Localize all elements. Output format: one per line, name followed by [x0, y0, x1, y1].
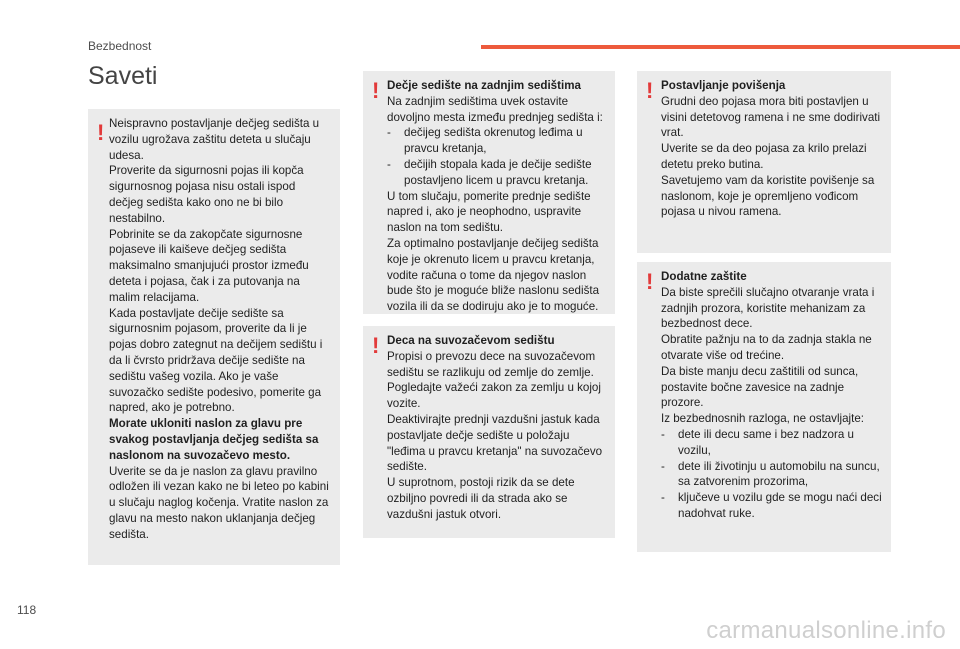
bullet-list — [387, 125, 607, 188]
list-item: - dete ili životinju u automobilu na suncu, sa zatvorenim prozorima, — [661, 459, 883, 491]
box-text: Da biste manju decu zaštitili od sunca, postavite bočne zavesice na zadnje prozore. — [661, 364, 859, 410]
box-text: Uverite se da deo pojasa za krilo prelazi detetu preko butina. — [661, 142, 867, 171]
warning-icon: ! — [372, 333, 380, 358]
list-item: - dečijih stopala kada je dečije sedište postavljeno licem u pravcu kretanja. — [387, 157, 607, 189]
box-text: Za optimalno postavljanje dečijeg sedišta koje je okrenuto licem u pravcu kretanja, vodite računa o tome da njegov naslon bude što je moguće bliže naslonu sedišta vozila ili da se dodiruju ako je to moguće. — [387, 236, 600, 314]
warning-box-child-seat-installation — [88, 109, 340, 565]
list-item: - dečijeg sedišta okrenutog leđima u pravcu kretanja, — [387, 125, 607, 157]
list-item: - ključeve u vozilu gde se mogu naći deci nadohvat ruke. — [661, 490, 883, 522]
section-label: Bezbednost — [88, 39, 152, 53]
watermark: carmanualsonline.info — [706, 617, 946, 644]
box-heading: Postavljanje povišenja — [661, 79, 786, 92]
warning-icon: ! — [646, 269, 654, 294]
box-text: Grudni deo pojasa mora biti postavljen u visini detetovog ramena i ne sme dodirivati vrat. — [661, 94, 881, 140]
box-text: Deaktivirajte prednji vazdušni jastuk kada postavljate dečje sedište u položaju "leđima u pravcu kretanja" na suvozačevo sedište. — [387, 412, 603, 474]
box-heading: Dodatne zaštite — [661, 270, 747, 283]
box-text: Obratite pažnju na to da zadnja stakla ne otvarate više od trećine. — [661, 333, 872, 362]
box-heading: Dečje sedište na zadnjim sedištima — [387, 79, 581, 92]
box-text: U tom slučaju, pomerite prednje sedište napred i, ako je neophodno, uspravite naslon na tom sedištu. — [387, 189, 591, 235]
warning-text: Kada postavljate dečije sedište sa sigurnosnim pojasom, proverite da li je pojas dobro zategnut na dečijem sedištu i da li čvrsto pridržava dečije sedište na sedištu vašeg vozila. Ako je vaše suvozačko sedište podesivo, pomerite ga napred, ako je potrebno. — [109, 306, 323, 415]
warning-box-booster-seat — [637, 71, 891, 253]
warning-text: Neispravno postavljanje dečjeg sedišta u vozilu ugrožava zaštitu deteta u slučaju udesa. — [109, 117, 320, 162]
warning-emphasis: Morate ukloniti naslon za glavu pre svakog postavljanja dečjeg sedišta sa naslonom na suvozačevo mesto. — [109, 417, 319, 462]
warning-icon: ! — [97, 120, 105, 145]
warning-box-additional-protection — [637, 262, 891, 552]
warning-box-front-passenger — [363, 326, 615, 538]
box-text: Propisi o prevozu dece na suvozačevom sedištu se razlikuju od zemlje do zemlje. Pogledajte važeći zakon za zemlju u kojoj vozite. — [387, 349, 601, 411]
box-text: Na zadnjim sedištima uvek ostavite dovoljno mesta između prednjeg sedišta i: — [387, 94, 603, 124]
box-heading: Deca na suvozačevom sedištu — [387, 334, 555, 347]
list-item: - dete ili decu same i bez nadzora u vozilu, — [661, 427, 883, 459]
box-text: Savetujemo vam da koristite povišenje sa naslonom, koje je opremljeno vođicom pojasa u nivou ramena. — [661, 173, 875, 219]
page-number: 118 — [17, 603, 37, 617]
warning-icon: ! — [646, 78, 654, 103]
page-title: Saveti — [88, 62, 158, 90]
warning-icon: ! — [372, 78, 380, 103]
warning-text: Uverite se da je naslon za glavu pravilno odložen ili vezan kako ne bi leteo po kabini u slučaju naglog kočenja. Vratite naslon za glavu na mesto nakon uklanjanja dečjeg sedišta. — [109, 464, 329, 541]
box-text: Da biste sprečili slučajno otvaranje vrata i zadnjih prozora, koristite mehanizam za bezbednost dece. — [661, 285, 875, 331]
warning-text: Proverite da sigurnosni pojas ili kopča sigurnosnog pojasa nisu ostali ispod dečjeg sedišta kako ono ne bi bilo nestabilno. — [109, 164, 304, 225]
warning-box-rear-seats — [363, 71, 615, 314]
box-text: U suprotnom, postoji rizik da se dete ozbiljno povredi ili da strada ako se vazdušni jastuk otvori. — [387, 476, 575, 521]
warning-text: Pobrinite se da zakopčate sigurnosne pojaseve ili kaiševe dečjeg sedišta maksimalno smanjujući prostor između deteta i pojasa, čak i za putovanja na malim relacijama. — [109, 227, 309, 304]
bullet-list — [661, 427, 883, 522]
header-accent-rule — [481, 45, 960, 49]
box-text: Iz bezbednosnih razloga, ne ostavljajte: — [661, 412, 865, 426]
